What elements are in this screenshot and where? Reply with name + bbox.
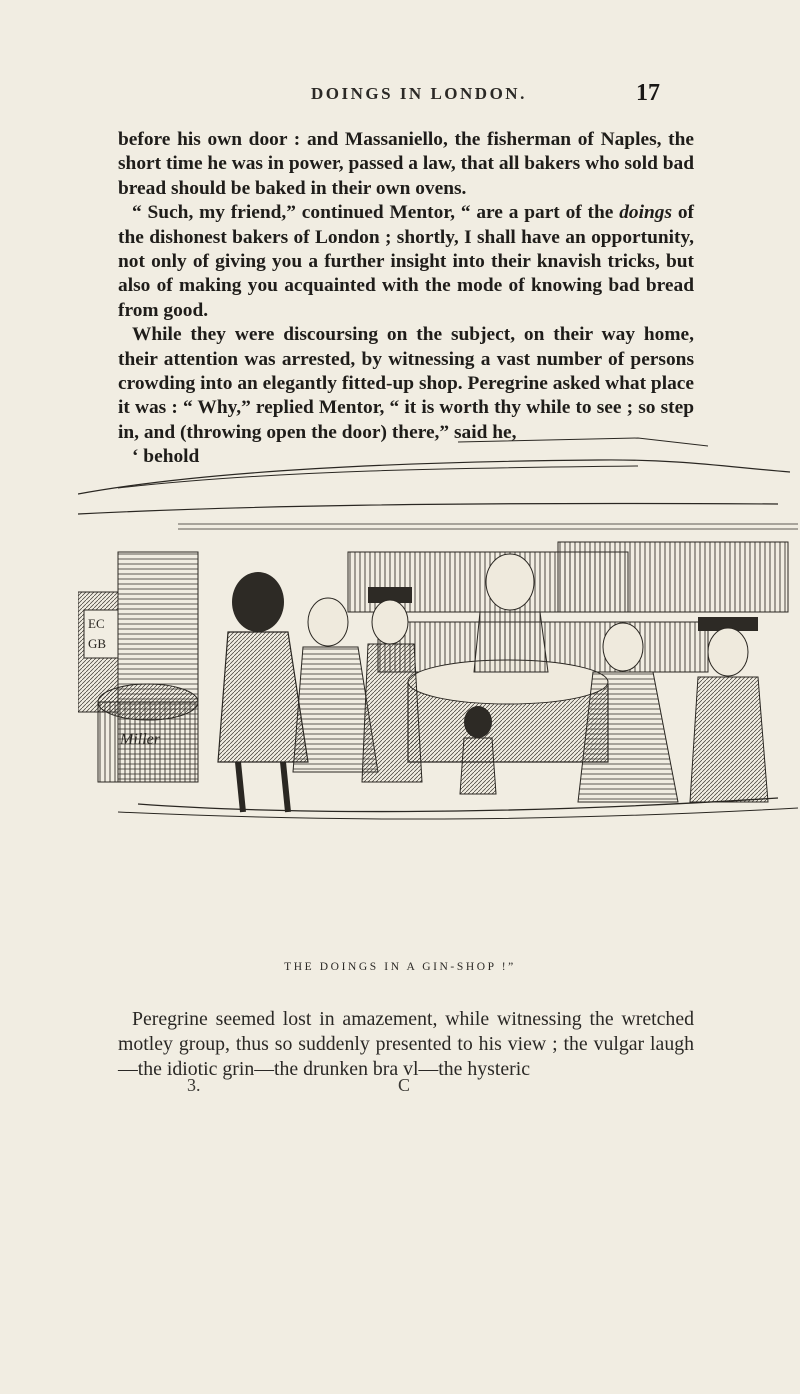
paragraph-2-start: “ Such, my friend,” continued Mentor, “ are a part of the [132,202,620,224]
signature-number: 3. [187,1075,201,1095]
sign-line-2: GB [88,636,107,651]
body-text-bottom [118,1007,694,1082]
illustration-caption: THE DOINGS IN A GIN-SHOP !” [284,961,516,973]
running-head [118,80,678,114]
signature-mark [0,1075,800,1101]
paragraph-2 [118,201,694,323]
sign-line-1: EC [88,616,105,631]
paragraph-3: While they were discoursing on the subject, on their way home, their attention was arrested, by witnessing a vast number of persons crowding into an elegantly fitted-up shop. Peregrine asked what place it was : “ Why,” replied Mentor, “ it is worth thy while to see ; so step in, and (throwing open the door) there,” said he, [118,324,694,443]
continuation-paragraph: Peregrine seemed lost in amazement, while witnessing the wretched motley group, thus so suddenly presented to his view ; the vulgar laugh—the idiotic grin—the drunken bra vl—the hysteric [118,1008,694,1080]
wall-sign [84,610,118,658]
paragraph-2-emphasis: doings [619,202,673,224]
figure-child [460,706,496,794]
page-number: 17 [636,80,660,106]
signature-letter: C [398,1075,411,1095]
figure-hatted-man [362,587,422,782]
paragraph-2-end: of the dishonest bakers of London ; shortly, I shall have an opportunity, not only of giving you a further insight into their knavish tricks, but also of making you acquainted with the mode of knowing bad bread from good. [118,202,694,321]
barrel-label: Miller [120,731,160,748]
paragraph-1: before his own door : and Massaniello, the fisherman of Naples, the short time he was in power, passed a law, that all bakers who sold bad bread should be baked in their own ovens. [118,129,694,199]
engraving-illustration [78,432,800,822]
running-title: DOINGS IN LONDON. [311,84,527,103]
paragraph-3-last-line: ‘ behold [132,446,200,468]
body-text-top [118,128,694,470]
figure-left-man [218,572,308,812]
